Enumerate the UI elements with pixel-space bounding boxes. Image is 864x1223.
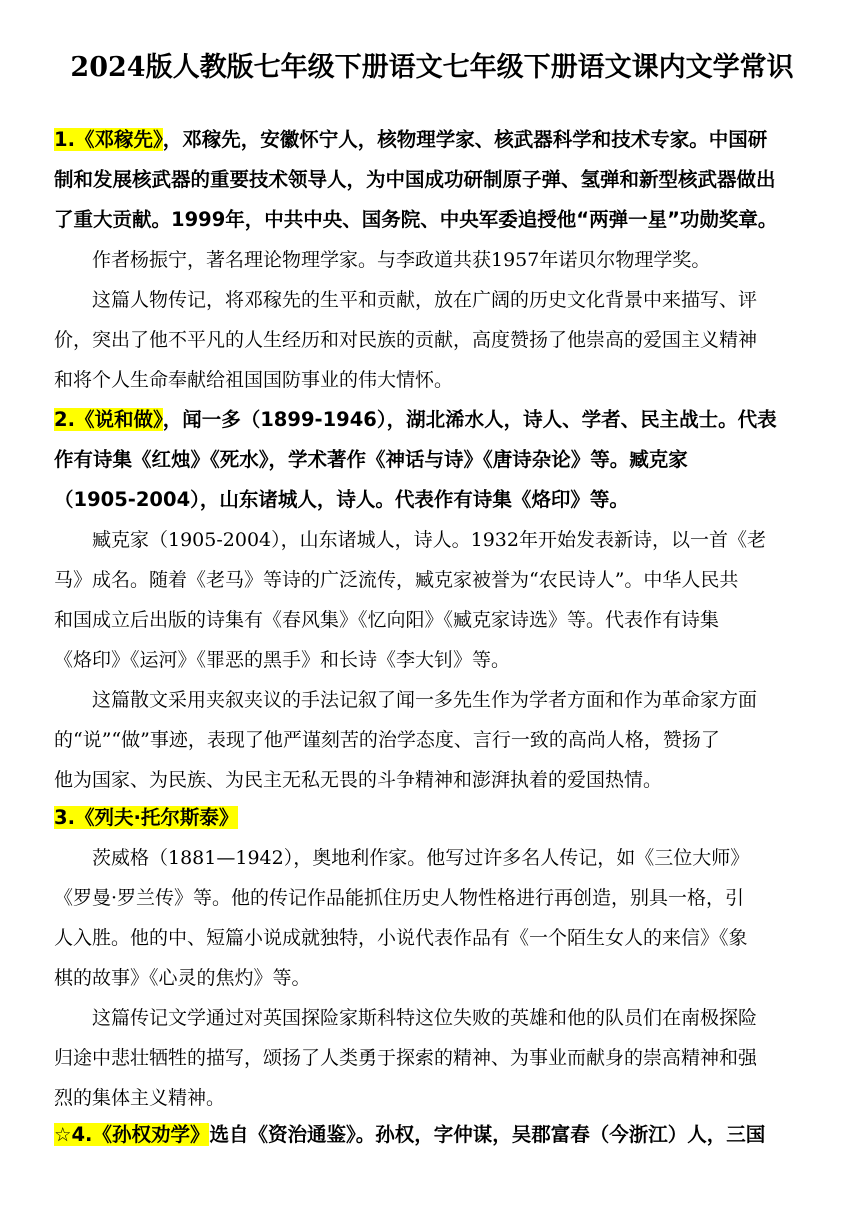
section-4: [54, 1115, 814, 1155]
section-4-line-1: ☆4.《孙权劝学》选自《资治通鉴》。孙权，字仲谋，吴郡富春（今浙江）人，三国: [54, 1123, 766, 1146]
section-1-summary-line-1: 这篇人物传记，将邓稼先的生平和贡献，放在广阔的历史文化背景中来描写、评: [92, 289, 758, 311]
section-2-summary-line-1: 这篇散文采用夹叙夹议的手法记叙了闻一多先生作为学者方面和作为革命家方面: [92, 689, 758, 711]
section-1-line-2: 制和发展核武器的重要技术领导人，为中国成功研制原子弹、氢弹和新型核武器做出: [54, 168, 776, 191]
section-2: [54, 400, 814, 800]
section-3-summary-line-3: 烈的集体主义精神。: [54, 1087, 226, 1109]
section-1-summary-line-2: 价，突出了他不平凡的人生经历和对民族的贡献，高度赞扬了他崇高的爱国主义精神: [54, 329, 758, 351]
section-1: [54, 120, 814, 400]
section-3-summary-line-2: 归途中悲壮牺牲的描写，颂扬了人类勇于探索的精神、为事业而献身的崇高精神和强: [54, 1047, 758, 1069]
section-2-author-line-4: 《烙印》《运河》《罪恶的黑手》和长诗《李大钊》等。: [54, 649, 511, 671]
section-3-author-line-2: 《罗曼·罗兰传》等。他的传记作品能抓住历史人物性格进行再创造，别具一格，引: [54, 887, 745, 909]
section-2-summary-line-3: 他为国家、为民族、为民主无私无畏的斗争精神和澎湃执着的爱国热情。: [54, 769, 663, 791]
section-3-author-line-3: 人入胜。他的中、短篇小说成就独特，小说代表作品有《一个陌生女人的来信》《象: [54, 927, 748, 949]
section-2-line-1: 2.《说和做》，闻一多（1899-1946），湖北浠水人，诗人、学者、民主战士。代表: [54, 408, 777, 431]
section-1-line-3: 了重大贡献。1999年，中共中央、国务院、中央军委追授他“两弹一星”功勋奖章。: [54, 208, 778, 231]
section-2-author-line-3: 和国成立后出版的诗集有《春风集》《忆向阳》《臧克家诗选》等。代表作有诗集: [54, 609, 720, 631]
section-3: [54, 798, 814, 1118]
document-title: 2024版人教版七年级下册语文七年级下册语文课内文学常识: [70, 52, 794, 83]
section-2-author-line-1: 臧克家（1905-2004），山东诸城人，诗人。1932年开始发表新诗，以一首《老: [92, 529, 766, 551]
section-4-heading: ☆4.《孙权劝学》: [54, 1123, 210, 1146]
section-1-author: 作者杨振宁，著名理论物理学家。与李政道共获1957年诺贝尔物理学奖。: [92, 249, 711, 271]
section-2-summary-line-2: 的“说”“做”事迹，表现了他严谨刻苦的治学态度、言行一致的高尚人格，赞扬了: [54, 729, 720, 751]
section-2-line-3: （1905-2004），山东诸城人，诗人。代表作有诗集《烙印》等。: [54, 488, 629, 511]
section-1-line-1: 1.《邓稼先》，邓稼先，安徽怀宁人，核物理学家、核武器科学和技术专家。中国研: [54, 128, 768, 151]
section-3-author-line-4: 棋的故事》《心灵的焦灼》等。: [54, 967, 311, 989]
section-2-line-2: 作有诗集《红烛》《死水》，学术著作《神话与诗》《唐诗杂论》等。臧克家: [54, 448, 688, 471]
section-3-line-1: [54, 798, 814, 838]
section-2-heading: 2.《说和做》: [54, 408, 163, 431]
section-1-summary-line-3: 和将个人生命奉献给祖国国防事业的伟大情怀。: [54, 369, 454, 391]
section-3-author-line-1: 茨威格（1881—1942），奥地利作家。他写过许多名人传记，如《三位大师》: [92, 847, 750, 869]
section-3-heading: 3.《列夫·托尔斯泰》: [54, 806, 239, 829]
section-3-summary-line-1: 这篇传记文学通过对英国探险家斯科特这位失败的英雄和他的队员们在南极探险: [92, 1007, 758, 1029]
section-1-heading: 1.《邓稼先》: [54, 128, 163, 151]
section-2-author-line-2: 马》成名。随着《老马》等诗的广泛流传，臧克家被誉为“农民诗人”。中华人民共: [54, 569, 739, 591]
